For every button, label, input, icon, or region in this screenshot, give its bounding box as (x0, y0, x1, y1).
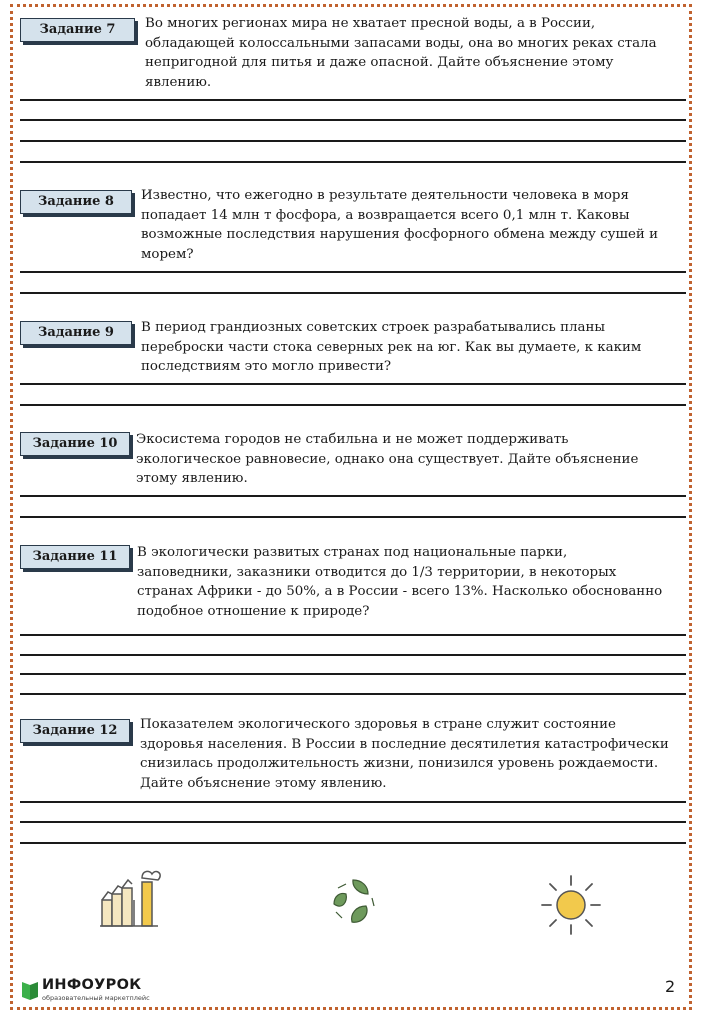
task-question: Во многих регионах мира не хватает пресной воды, а в России, обладающей колоссальными запасами воды, она во многих реках стала непригодной для питья и даже опасной. Дайте объяснение этому явлению. (145, 16, 657, 90)
answer-line[interactable] (20, 99, 686, 101)
answer-line[interactable] (20, 161, 686, 163)
answer-line[interactable] (20, 292, 686, 294)
answer-line[interactable] (20, 404, 686, 406)
recycle-leaves-icon (326, 876, 380, 928)
task-badge: Задание 9 (20, 321, 132, 345)
logo-subtitle: образовательный маркетплейс (42, 994, 150, 1002)
task-question: Известно, что ежегодно в результате деятельности человека в моря попадает 14 млн т фосфора, а возвращается всего 0,1 млн т. Каковы возможные последствия нарушения фосфорного обмена между сушей и морем? (141, 188, 658, 262)
answer-line[interactable] (20, 119, 686, 121)
factory-icon (98, 860, 162, 930)
task-question: Показателем экологического здоровья в стране служит состояние здоровья населения. В России в последние десятилетия катастрофически снизилась продолжительность жизни, понизился уровень рождаемости. Дайте объяснение этому явлению. (140, 717, 669, 791)
task-question: В период грандиозных советских строек разрабатывались планы переброски части стока северных рек на юг. Как вы думаете, к каким последствиям это могло привести? (141, 320, 642, 375)
task-badge: Задание 11 (20, 545, 130, 569)
page-number: 2 (665, 977, 676, 996)
answer-line[interactable] (20, 495, 686, 497)
answer-line[interactable] (20, 673, 686, 675)
answer-line[interactable] (20, 801, 686, 803)
logo-icon (20, 978, 40, 1002)
task-question: Экосистема городов не стабильна и не может поддерживать экологическое равновесие, однако она существует. Дайте объяснение этому явлению. (136, 432, 639, 487)
answer-line[interactable] (20, 140, 686, 142)
answer-line[interactable] (20, 842, 686, 844)
task-badge: Задание 7 (20, 18, 135, 42)
logo-name: ИНФОУРОК (42, 977, 142, 993)
answer-line[interactable] (20, 516, 686, 518)
answer-line[interactable] (20, 654, 686, 656)
task-badge: Задание 10 (20, 432, 130, 456)
answer-line[interactable] (20, 693, 686, 695)
task-badge: Задание 8 (20, 190, 132, 214)
task-question: В экологически развитых странах под национальные парки, заповедники, заказники отводится до 1/3 территории, в некоторых странах Африки - до 50%, а в России - всего 13%. Насколько обоснованно подобное отношение к природе? (137, 545, 663, 619)
answer-line[interactable] (20, 383, 686, 385)
task-badge: Задание 12 (20, 719, 130, 743)
answer-line[interactable] (20, 271, 686, 273)
answer-line[interactable] (20, 634, 686, 636)
sun-icon (538, 872, 604, 938)
answer-line[interactable] (20, 821, 686, 823)
